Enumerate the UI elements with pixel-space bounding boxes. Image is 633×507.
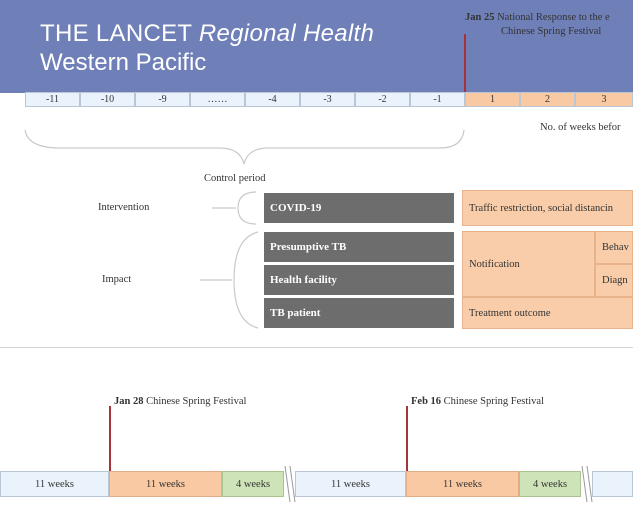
timeline-cell: 11 weeks xyxy=(109,471,222,497)
journal-title xyxy=(40,20,374,48)
week-cell: -4 xyxy=(245,92,300,107)
journal-subtitle: Western Pacific xyxy=(40,49,207,76)
control-period-label: Control period xyxy=(204,173,266,184)
national-response-annotation xyxy=(465,11,633,39)
covid-box: COVID-19 xyxy=(264,193,454,223)
spring-festival-marker-2 xyxy=(406,406,408,472)
week-cell: 3 xyxy=(575,92,633,107)
journal-title-sub: Regional Health xyxy=(198,20,375,47)
timeline-cell: 11 weeks xyxy=(295,471,406,497)
notification-box: Notification xyxy=(462,231,595,297)
spring-festival-marker-1 xyxy=(109,406,111,472)
intervention-label: Intervention xyxy=(98,202,150,213)
break-mark xyxy=(290,466,295,502)
national-response-text2: Chinese Spring Festival xyxy=(501,26,602,37)
spring-festival-text-1: Chinese Spring Festival xyxy=(146,396,247,407)
journal-title-main: THE LANCET xyxy=(40,20,192,47)
national-response-text1: National Response to the e xyxy=(497,12,610,23)
week-cell: -11 xyxy=(25,92,80,107)
presumptive-tb-box: Presumptive TB xyxy=(264,232,454,262)
weeks-caption: No. of weeks befor xyxy=(540,122,621,133)
week-cell: -2 xyxy=(355,92,410,107)
national-response-date: Jan 25 xyxy=(465,12,495,23)
spring-festival-annotation-2 xyxy=(411,396,544,407)
behaviour-box: Behav xyxy=(595,231,633,264)
week-cell: -9 xyxy=(135,92,190,107)
spring-festival-text-2: Chinese Spring Festival xyxy=(443,396,545,407)
timeline-cell: 11 weeks xyxy=(406,471,519,497)
break-mark xyxy=(582,466,587,502)
timeline-breaks xyxy=(0,466,633,507)
week-cell: -1 xyxy=(410,92,465,107)
tb-patient-box: TB patient xyxy=(264,298,454,328)
control-period-brace xyxy=(25,130,464,164)
spring-festival-date-2: Feb 16 xyxy=(411,396,442,407)
spring-festival-annotation-1 xyxy=(114,396,246,407)
timeline-cell: 11 weeks xyxy=(0,471,109,497)
week-cell: 1 xyxy=(465,92,520,107)
spring-festival-date-1: Jan 28 xyxy=(114,396,144,407)
health-facility-box: Health facility xyxy=(264,265,454,295)
traffic-restriction-box: Traffic restriction, social distancin xyxy=(462,190,633,226)
break-mark xyxy=(285,466,290,502)
treatment-outcome-box: Treatment outcome xyxy=(462,297,633,329)
section-divider xyxy=(0,347,633,348)
impact-label: Impact xyxy=(102,274,132,285)
week-cell: …… xyxy=(190,92,245,107)
timeline-cell: 4 weeks xyxy=(222,471,284,497)
intervention-brace xyxy=(238,192,256,224)
timeline-cell: 4 weeks xyxy=(519,471,581,497)
week-cell: -10 xyxy=(80,92,135,107)
diagnosis-box: Diagn xyxy=(595,264,633,297)
week-cell: -3 xyxy=(300,92,355,107)
national-response-marker xyxy=(464,34,466,92)
impact-brace xyxy=(234,232,258,328)
break-mark xyxy=(587,466,592,502)
week-cell: 2 xyxy=(520,92,575,107)
